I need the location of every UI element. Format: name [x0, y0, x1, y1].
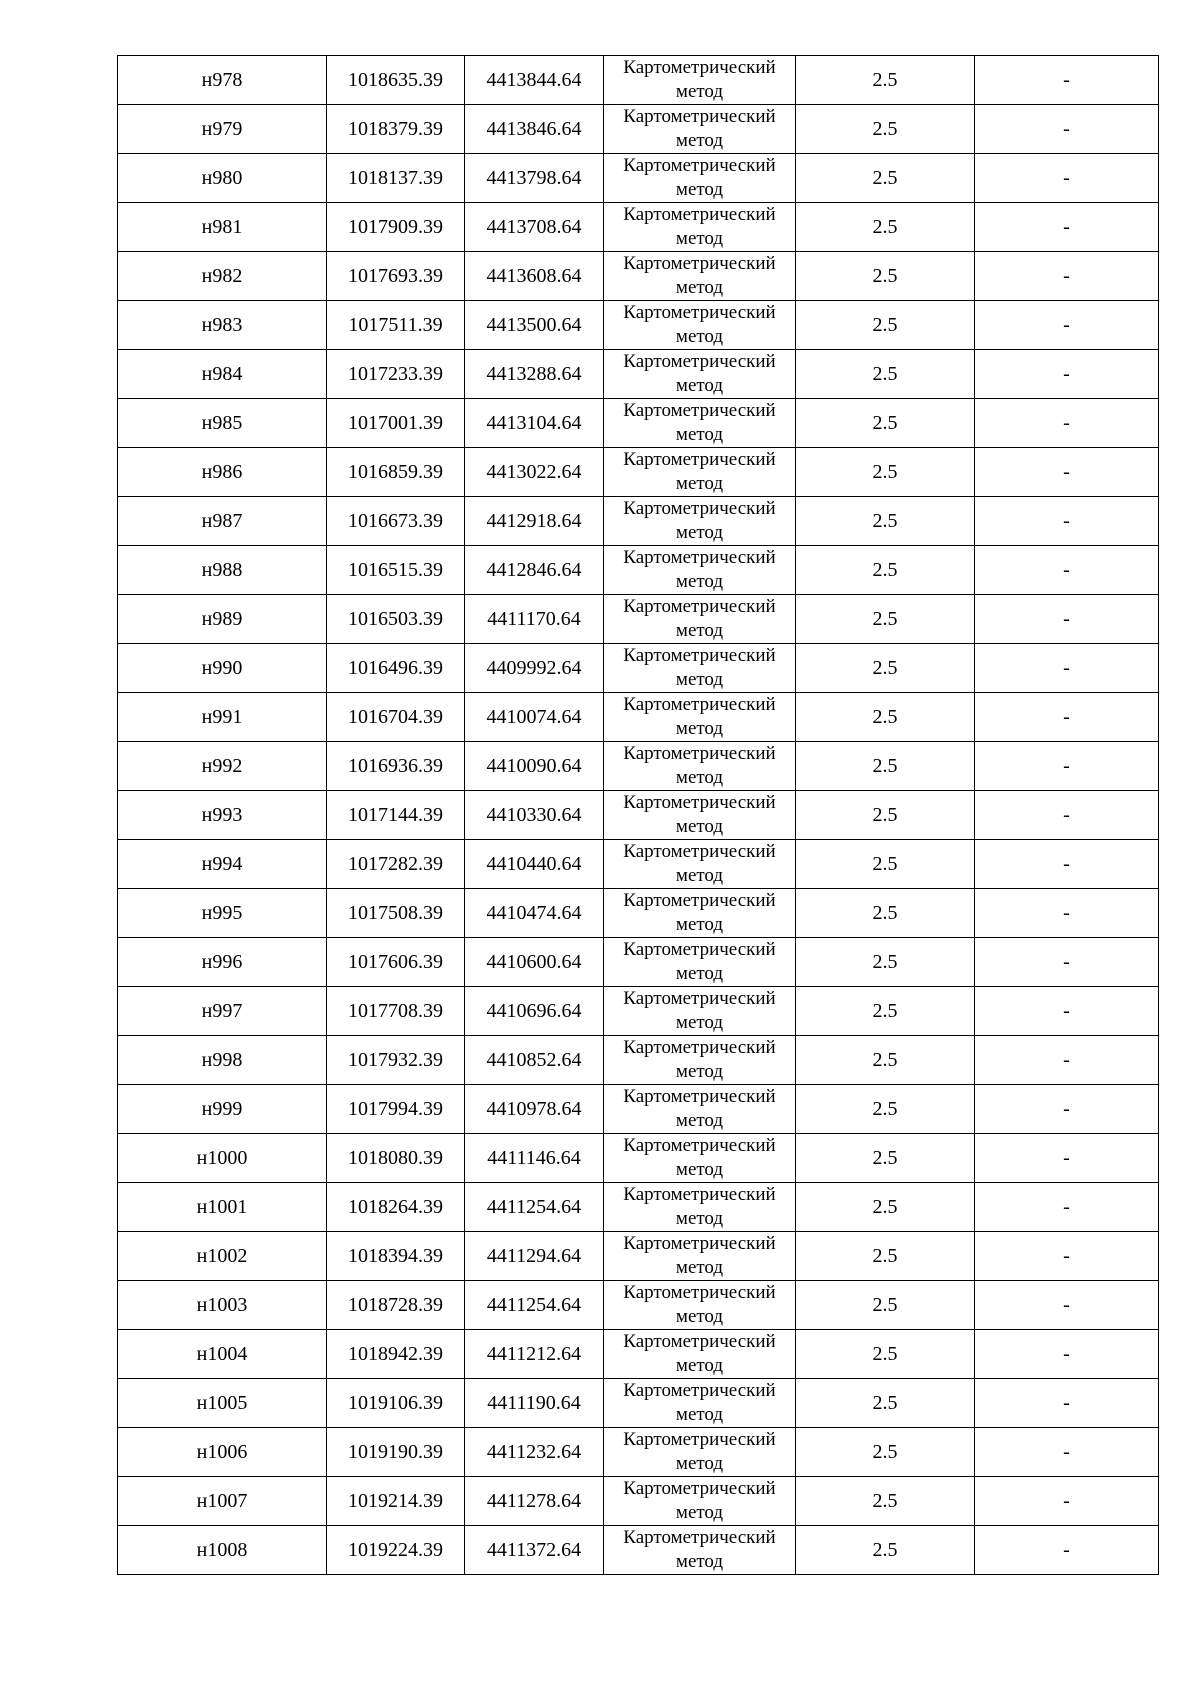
method-cell: Картометрический метод: [604, 497, 796, 546]
table-row: [118, 1428, 1159, 1477]
x-coordinate-cell: 1018379.39: [327, 105, 465, 154]
x-coordinate-cell: 1017909.39: [327, 203, 465, 252]
accuracy-cell: 2.5: [796, 1183, 975, 1232]
table-row: [118, 301, 1159, 350]
coordinates-table-body: [118, 56, 1159, 1575]
point-name-cell: н1002: [118, 1232, 327, 1281]
y-coordinate-cell: 4412918.64: [465, 497, 604, 546]
table-row: [118, 497, 1159, 546]
x-coordinate-cell: 1019224.39: [327, 1526, 465, 1575]
accuracy-cell: 2.5: [796, 350, 975, 399]
table-row: [118, 693, 1159, 742]
y-coordinate-cell: 4413288.64: [465, 350, 604, 399]
method-cell: Картометрический метод: [604, 1085, 796, 1134]
method-cell: Картометрический метод: [604, 840, 796, 889]
note-cell: -: [975, 1232, 1159, 1281]
note-cell: -: [975, 595, 1159, 644]
point-name-cell: н1007: [118, 1477, 327, 1526]
method-cell: Картометрический метод: [604, 742, 796, 791]
x-coordinate-cell: 1016859.39: [327, 448, 465, 497]
accuracy-cell: 2.5: [796, 791, 975, 840]
note-cell: -: [975, 448, 1159, 497]
note-cell: -: [975, 154, 1159, 203]
table-row: [118, 1330, 1159, 1379]
x-coordinate-cell: 1018942.39: [327, 1330, 465, 1379]
accuracy-cell: 2.5: [796, 448, 975, 497]
point-name-cell: н992: [118, 742, 327, 791]
note-cell: -: [975, 1134, 1159, 1183]
y-coordinate-cell: 4410474.64: [465, 889, 604, 938]
note-cell: -: [975, 840, 1159, 889]
accuracy-cell: 2.5: [796, 1330, 975, 1379]
y-coordinate-cell: 4411212.64: [465, 1330, 604, 1379]
x-coordinate-cell: 1017144.39: [327, 791, 465, 840]
x-coordinate-cell: 1017606.39: [327, 938, 465, 987]
y-coordinate-cell: 4413844.64: [465, 56, 604, 105]
accuracy-cell: 2.5: [796, 1134, 975, 1183]
point-name-cell: н991: [118, 693, 327, 742]
method-cell: Картометрический метод: [604, 987, 796, 1036]
method-cell: Картометрический метод: [604, 252, 796, 301]
x-coordinate-cell: 1018394.39: [327, 1232, 465, 1281]
method-cell: Картометрический метод: [604, 889, 796, 938]
method-cell: Картометрический метод: [604, 546, 796, 595]
accuracy-cell: 2.5: [796, 56, 975, 105]
accuracy-cell: 2.5: [796, 742, 975, 791]
table-row: [118, 1085, 1159, 1134]
note-cell: -: [975, 742, 1159, 791]
coordinates-table: [117, 55, 1159, 1575]
y-coordinate-cell: 4411190.64: [465, 1379, 604, 1428]
note-cell: -: [975, 1281, 1159, 1330]
accuracy-cell: 2.5: [796, 1379, 975, 1428]
x-coordinate-cell: 1017693.39: [327, 252, 465, 301]
x-coordinate-cell: 1017282.39: [327, 840, 465, 889]
table-row: [118, 1232, 1159, 1281]
x-coordinate-cell: 1017001.39: [327, 399, 465, 448]
table-row: [118, 1281, 1159, 1330]
method-cell: Картометрический метод: [604, 1526, 796, 1575]
table-row: [118, 987, 1159, 1036]
x-coordinate-cell: 1016704.39: [327, 693, 465, 742]
note-cell: -: [975, 252, 1159, 301]
method-cell: Картометрический метод: [604, 791, 796, 840]
accuracy-cell: 2.5: [796, 105, 975, 154]
method-cell: Картометрический метод: [604, 1379, 796, 1428]
point-name-cell: н978: [118, 56, 327, 105]
table-row: [118, 1477, 1159, 1526]
note-cell: -: [975, 1379, 1159, 1428]
y-coordinate-cell: 4411146.64: [465, 1134, 604, 1183]
x-coordinate-cell: 1019106.39: [327, 1379, 465, 1428]
point-name-cell: н983: [118, 301, 327, 350]
table-row: [118, 546, 1159, 595]
note-cell: -: [975, 1330, 1159, 1379]
note-cell: -: [975, 56, 1159, 105]
point-name-cell: н1005: [118, 1379, 327, 1428]
note-cell: -: [975, 1085, 1159, 1134]
y-coordinate-cell: 4409992.64: [465, 644, 604, 693]
accuracy-cell: 2.5: [796, 154, 975, 203]
method-cell: Картометрический метод: [604, 1036, 796, 1085]
y-coordinate-cell: 4410090.64: [465, 742, 604, 791]
table-row: [118, 154, 1159, 203]
point-name-cell: н1003: [118, 1281, 327, 1330]
note-cell: -: [975, 399, 1159, 448]
point-name-cell: н994: [118, 840, 327, 889]
note-cell: -: [975, 1183, 1159, 1232]
x-coordinate-cell: 1017508.39: [327, 889, 465, 938]
point-name-cell: н1000: [118, 1134, 327, 1183]
accuracy-cell: 2.5: [796, 1232, 975, 1281]
point-name-cell: н980: [118, 154, 327, 203]
y-coordinate-cell: 4411372.64: [465, 1526, 604, 1575]
y-coordinate-cell: 4410852.64: [465, 1036, 604, 1085]
y-coordinate-cell: 4413500.64: [465, 301, 604, 350]
x-coordinate-cell: 1018635.39: [327, 56, 465, 105]
method-cell: Картометрический метод: [604, 644, 796, 693]
y-coordinate-cell: 4413104.64: [465, 399, 604, 448]
y-coordinate-cell: 4411278.64: [465, 1477, 604, 1526]
x-coordinate-cell: 1018080.39: [327, 1134, 465, 1183]
point-name-cell: н1004: [118, 1330, 327, 1379]
table-row: [118, 252, 1159, 301]
method-cell: Картометрический метод: [604, 1183, 796, 1232]
table-row: [118, 1134, 1159, 1183]
y-coordinate-cell: 4411170.64: [465, 595, 604, 644]
method-cell: Картометрический метод: [604, 154, 796, 203]
table-row: [118, 889, 1159, 938]
point-name-cell: н993: [118, 791, 327, 840]
x-coordinate-cell: 1018728.39: [327, 1281, 465, 1330]
method-cell: Картометрический метод: [604, 595, 796, 644]
method-cell: Картометрический метод: [604, 1134, 796, 1183]
note-cell: -: [975, 791, 1159, 840]
note-cell: -: [975, 1036, 1159, 1085]
accuracy-cell: 2.5: [796, 595, 975, 644]
note-cell: -: [975, 938, 1159, 987]
method-cell: Картометрический метод: [604, 350, 796, 399]
method-cell: Картометрический метод: [604, 1281, 796, 1330]
table-row: [118, 644, 1159, 693]
point-name-cell: н981: [118, 203, 327, 252]
note-cell: -: [975, 546, 1159, 595]
y-coordinate-cell: 4410600.64: [465, 938, 604, 987]
point-name-cell: н1001: [118, 1183, 327, 1232]
table-row: [118, 1379, 1159, 1428]
note-cell: -: [975, 1526, 1159, 1575]
table-row: [118, 448, 1159, 497]
accuracy-cell: 2.5: [796, 840, 975, 889]
x-coordinate-cell: 1017994.39: [327, 1085, 465, 1134]
point-name-cell: н996: [118, 938, 327, 987]
method-cell: Картометрический метод: [604, 1477, 796, 1526]
note-cell: -: [975, 203, 1159, 252]
table-row: [118, 1183, 1159, 1232]
table-row: [118, 742, 1159, 791]
accuracy-cell: 2.5: [796, 1085, 975, 1134]
point-name-cell: н995: [118, 889, 327, 938]
y-coordinate-cell: 4410440.64: [465, 840, 604, 889]
y-coordinate-cell: 4413708.64: [465, 203, 604, 252]
note-cell: -: [975, 889, 1159, 938]
point-name-cell: н989: [118, 595, 327, 644]
accuracy-cell: 2.5: [796, 301, 975, 350]
method-cell: Картометрический метод: [604, 301, 796, 350]
point-name-cell: н999: [118, 1085, 327, 1134]
table-row: [118, 1526, 1159, 1575]
note-cell: -: [975, 497, 1159, 546]
y-coordinate-cell: 4410074.64: [465, 693, 604, 742]
point-name-cell: н987: [118, 497, 327, 546]
y-coordinate-cell: 4413022.64: [465, 448, 604, 497]
y-coordinate-cell: 4411254.64: [465, 1183, 604, 1232]
accuracy-cell: 2.5: [796, 889, 975, 938]
y-coordinate-cell: 4411232.64: [465, 1428, 604, 1477]
point-name-cell: н986: [118, 448, 327, 497]
table-row: [118, 56, 1159, 105]
point-name-cell: н984: [118, 350, 327, 399]
table-row: [118, 791, 1159, 840]
y-coordinate-cell: 4413798.64: [465, 154, 604, 203]
note-cell: -: [975, 644, 1159, 693]
method-cell: Картометрический метод: [604, 105, 796, 154]
table-row: [118, 595, 1159, 644]
method-cell: Картометрический метод: [604, 1330, 796, 1379]
accuracy-cell: 2.5: [796, 546, 975, 595]
method-cell: Картометрический метод: [604, 203, 796, 252]
note-cell: -: [975, 693, 1159, 742]
note-cell: -: [975, 105, 1159, 154]
table-row: [118, 840, 1159, 889]
note-cell: -: [975, 301, 1159, 350]
y-coordinate-cell: 4413608.64: [465, 252, 604, 301]
point-name-cell: н985: [118, 399, 327, 448]
x-coordinate-cell: 1019190.39: [327, 1428, 465, 1477]
x-coordinate-cell: 1016503.39: [327, 595, 465, 644]
method-cell: Картометрический метод: [604, 1232, 796, 1281]
accuracy-cell: 2.5: [796, 399, 975, 448]
point-name-cell: н988: [118, 546, 327, 595]
y-coordinate-cell: 4411254.64: [465, 1281, 604, 1330]
table-row: [118, 399, 1159, 448]
y-coordinate-cell: 4413846.64: [465, 105, 604, 154]
table-row: [118, 203, 1159, 252]
point-name-cell: н1006: [118, 1428, 327, 1477]
x-coordinate-cell: 1017233.39: [327, 350, 465, 399]
method-cell: Картометрический метод: [604, 938, 796, 987]
note-cell: -: [975, 350, 1159, 399]
x-coordinate-cell: 1016936.39: [327, 742, 465, 791]
accuracy-cell: 2.5: [796, 1477, 975, 1526]
accuracy-cell: 2.5: [796, 644, 975, 693]
x-coordinate-cell: 1016496.39: [327, 644, 465, 693]
accuracy-cell: 2.5: [796, 252, 975, 301]
point-name-cell: н998: [118, 1036, 327, 1085]
x-coordinate-cell: 1018264.39: [327, 1183, 465, 1232]
accuracy-cell: 2.5: [796, 938, 975, 987]
y-coordinate-cell: 4410696.64: [465, 987, 604, 1036]
accuracy-cell: 2.5: [796, 1526, 975, 1575]
point-name-cell: н982: [118, 252, 327, 301]
note-cell: -: [975, 1428, 1159, 1477]
accuracy-cell: 2.5: [796, 693, 975, 742]
x-coordinate-cell: 1018137.39: [327, 154, 465, 203]
point-name-cell: н990: [118, 644, 327, 693]
method-cell: Картометрический метод: [604, 448, 796, 497]
x-coordinate-cell: 1017932.39: [327, 1036, 465, 1085]
method-cell: Картометрический метод: [604, 693, 796, 742]
method-cell: Картометрический метод: [604, 1428, 796, 1477]
note-cell: -: [975, 1477, 1159, 1526]
x-coordinate-cell: 1016673.39: [327, 497, 465, 546]
method-cell: Картометрический метод: [604, 56, 796, 105]
x-coordinate-cell: 1017708.39: [327, 987, 465, 1036]
accuracy-cell: 2.5: [796, 1036, 975, 1085]
table-row: [118, 1036, 1159, 1085]
table-row: [118, 105, 1159, 154]
point-name-cell: н997: [118, 987, 327, 1036]
x-coordinate-cell: 1016515.39: [327, 546, 465, 595]
accuracy-cell: 2.5: [796, 203, 975, 252]
method-cell: Картометрический метод: [604, 399, 796, 448]
y-coordinate-cell: 4411294.64: [465, 1232, 604, 1281]
point-name-cell: н979: [118, 105, 327, 154]
note-cell: -: [975, 987, 1159, 1036]
x-coordinate-cell: 1017511.39: [327, 301, 465, 350]
y-coordinate-cell: 4412846.64: [465, 546, 604, 595]
y-coordinate-cell: 4410330.64: [465, 791, 604, 840]
x-coordinate-cell: 1019214.39: [327, 1477, 465, 1526]
accuracy-cell: 2.5: [796, 987, 975, 1036]
table-row: [118, 350, 1159, 399]
point-name-cell: н1008: [118, 1526, 327, 1575]
accuracy-cell: 2.5: [796, 1281, 975, 1330]
accuracy-cell: 2.5: [796, 1428, 975, 1477]
table-row: [118, 938, 1159, 987]
y-coordinate-cell: 4410978.64: [465, 1085, 604, 1134]
accuracy-cell: 2.5: [796, 497, 975, 546]
